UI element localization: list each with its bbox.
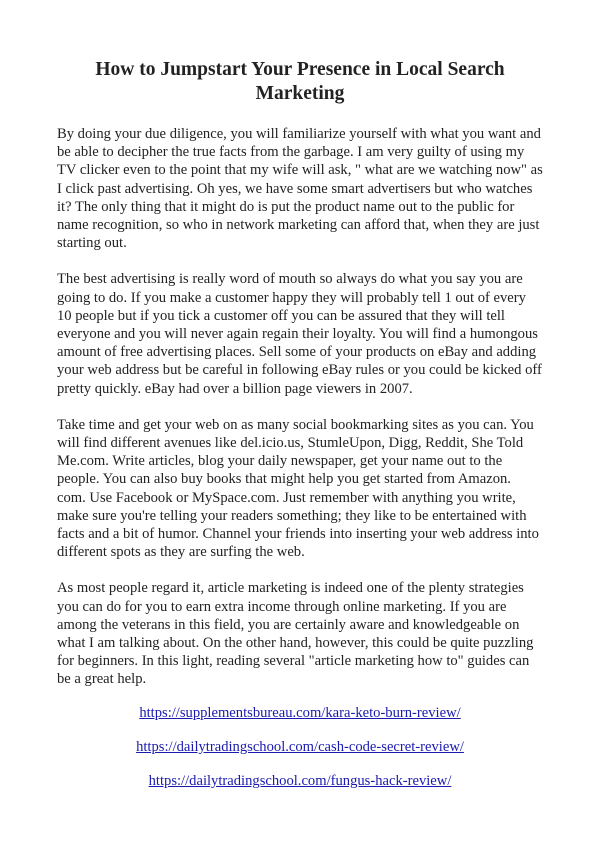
paragraph: By doing your due diligence, you will familiarize yourself with what you want and be able to decipher the true facts from the garbage. I am very guilty of using my TV clicker even to the point that my wife will ask, " what are we watching now" as I click past advertising. Oh yes, we have some smart advertisers but who watches it? The only thing that it might do is put the product name out to the public for name recognition, so who in network marketing can afford that, when they are just starting out. — [57, 126, 543, 252]
link-list — [0, 704, 600, 806]
paragraph: Take time and get your web on as many social bookmarking sites as you can. You will find different avenues like del.icio.us, StumleUpon, Digg, Reddit, She Told Me.com. Write articles, blog your daily newspaper, get your name out to the people. You can also buy books that might help you get started from Amazon. com. Use Facebook or MySpace.com. Just remember with anything you write, make sure you're telling your readers something; they like to be entertained with facts and a bit of humor. Channel your friends into inserting your web address into different spots as they are surfing the web. — [57, 416, 539, 561]
link-cash-code-secret-review[interactable]: https://dailytradingschool.com/cash-code-secret-review/ — [136, 739, 464, 755]
article-body — [57, 125, 543, 707]
paragraph: As most people regard it, article marketing is indeed one of the plenty strategies you can do for you to earn extra income through online marketing. If you are among the veterans in this field, you are certainly aware and knowledgeable on what I am talking about. On the other hand, however, this could be quite puzzling for beginners. In this light, reading several "article marketing how to" guides can be a great help. — [57, 580, 534, 688]
paragraph: The best advertising is really word of mouth so always do what you say you are going to do. If you make a customer happy they will probably tell 1 out of every 10 people but if you tick a customer off you can be assured that they will tell everyone and you will never again regain their loyalty. You will find a humongous amount of free advertising places. Sell some of your products on eBay and adding your web address but be careful in following eBay rules or you could be kicked off pretty quickly. eBay had over a billion page viewers in 2007. — [57, 271, 542, 397]
page-title: How to Jumpstart Your Presence in Local Search Marketing — [95, 59, 505, 104]
link-kara-keto-burn-review[interactable]: https://supplementsbureau.com/kara-keto-burn-review/ — [139, 705, 461, 721]
link-fungus-hack-review[interactable]: https://dailytradingschool.com/fungus-hack-review/ — [148, 773, 452, 789]
